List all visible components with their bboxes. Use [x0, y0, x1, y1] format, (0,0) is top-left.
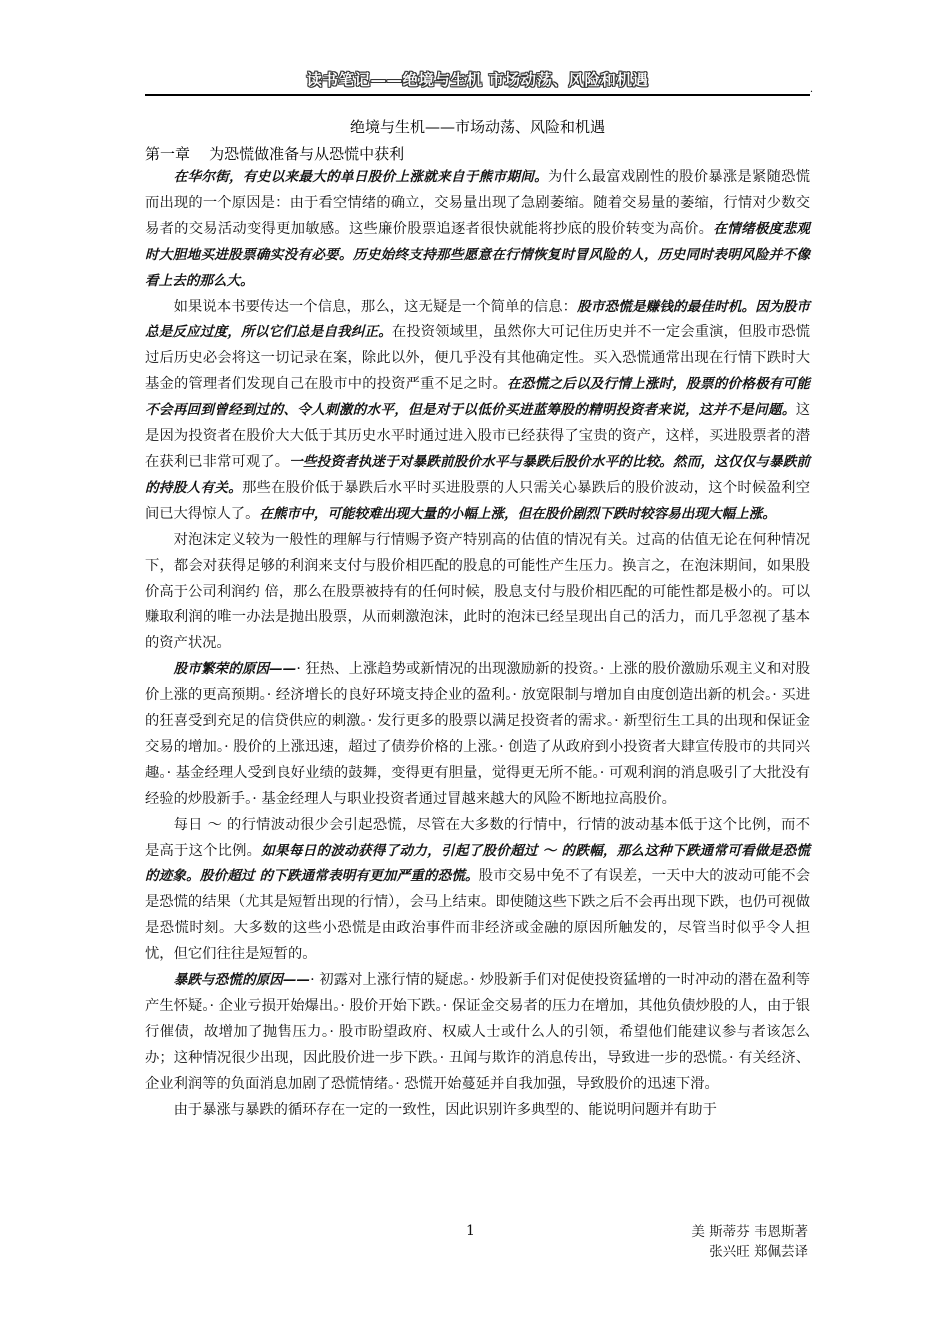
- translator-credit: 张兴旺 郑佩芸译: [709, 1244, 808, 1260]
- emphasized-text: 在情绪极度悲观时大胆地买进股票确实没有必要。历史始终支持那些愿意在行情恢复时冒风险的人，历史同时表明风险并不像看上去的那么大。: [145, 220, 811, 289]
- text-run: 如果说本书要传达一个信息，那么，这无疑是一个简单的信息：: [173, 298, 578, 315]
- emphasized-text: 股市繁荣的原因——: [173, 661, 297, 678]
- chapter-heading: 第一章 为恐慌做准备与从恐慌中获利: [145, 145, 405, 163]
- emphasized-text: 如果每日的波动获得了动力，引起了股价超过 ～ 的跌幅，那么这种下跌通常可看做是恐慌的迹象。股价超过 的下跌通常表明有更加严重的恐慌。: [145, 842, 811, 885]
- emphasized-text: 暴跌与恐慌的原因——: [173, 972, 311, 989]
- emphasized-text: 一些投资者执迷于对暴跌前股价水平与暴跌后股价水平的比较。然而，这仅仅与暴跌前的持股人有关。: [145, 453, 811, 496]
- paragraph: [145, 968, 810, 1098]
- text-run: 在投资领域里，虽然你大可记住历史并不一定会重演，但股市恐慌过后历史必会将这一切记录在案，除此以外，便几乎没有其他确定性。买入恐慌通常出现在行情下跌时大基金的管理者们发现自己在股市中的投资严重不足之时。: [145, 324, 810, 393]
- emphasized-text: 股市恐慌是赚钱的最佳时机。因为股市总是反应过度，所以它们总是自我纠正。: [145, 298, 811, 341]
- text-run: 那些在股价低于暴跌后水平时买进股票的人只需关心暴跌后的股价波动，这个时候盈利空间已大得惊人了。: [145, 479, 811, 522]
- author-credit: 美 斯蒂芬 韦恩斯著: [691, 1224, 808, 1240]
- book-title: 绝境与生机——市场动荡、风险和机遇: [349, 118, 605, 136]
- paragraph: [145, 528, 810, 658]
- running-header: [145, 64, 813, 96]
- text-run: 对泡沫定义较为一般性的理解与行情赐予资产特别高的估值的情况有关。过高的估值无论在何种情况下，都会对获得足够的利润来支付与股价相匹配的股息的可能性产生压力。换言之，在泡沫期间，如果股价高于公司利润约 倍，那么在股票被持有的任何时候，股息支付与股价相匹配的可能性都是极小的。可以赚取利润的唯一办法是抛出股票，从而刺激泡沫，此时的泡沫已经呈现出自己的活力，而几乎忽视了基本的资产状况。: [145, 531, 810, 652]
- running-header-title: 读书笔记——绝境与生机 市场动荡、风险和机遇: [306, 71, 649, 89]
- page-number: 1: [466, 1223, 475, 1239]
- emphasized-text: 在熊市中，可能较难出现大量的小幅上涨，但在股价剧烈下跌时较容易出现大幅上涨。: [259, 505, 776, 522]
- paragraph: [145, 295, 810, 528]
- emphasized-text: 在恐慌之后以及行情上涨时，股票的价格极有可能不会再回到曾经到过的、令人刺激的水平，但是对于以低价买进蓝筹股的精明投资者来说，这并不是问题。: [145, 376, 811, 419]
- text-run: · 初露对上涨行情的疑虑。· 炒股新手们对促使投资猛增的一时冲动的潜在盈利等产生怀疑。· 企业亏损开始爆出。· 股价开始下跌。· 保证金交易者的压力在增加，其他负债炒股的人，由于银行催债，故增加了抛售压力。· 股市盼望政府、权威人士或什么人的引领，希望他们能建议参与者该怎么办；这种情况很少出现，因此股价进一步下跌。· 丑闻与欺诈的消息传出，导致进一步的恐慌。· 有关经济、企业利润等的负面消息加剧了恐慌情绪。· 恐慌开始蔓延并自我加强，导致股价的迅速下滑。: [145, 972, 810, 1092]
- text-run: 股市交易中免不了有误差，一天中大的波动可能不会是恐慌的结果（尤其是短暂出现的行情），会马上结束。即使随这些下跌之后不会再出现下跌，也仍可视做是恐慌时刻。大多数的这些小恐慌是由政治事件而非经济或金融的原因所触发的，尽管当时似乎令人担忧，但它们往往是短暂的。: [145, 868, 811, 963]
- text-run: 每日 ～ 的行情波动很少会引起恐慌，尽管在大多数的行情中，行情的波动基本低于这个比例，而不是高于这个比例。: [145, 816, 810, 859]
- paragraph: [145, 1098, 810, 1124]
- emphasized-text: 在华尔街，有史以来最大的单日股价上涨就来自于熊市期间。: [173, 169, 549, 185]
- paragraph: [145, 165, 810, 295]
- text-run: 为什么最富戏剧性的股价暴涨是紧随恐慌而出现的一个原因是：由于看空情绪的确立，交易量出现了急剧萎缩。随着交易量的萎缩，行情对少数交易者的交易活动变得更加敏感。这些廉价股票追逐者很快就能将抄底的股价转变为高价。: [145, 169, 811, 237]
- text-run: · 狂热、上涨趋势或新情况的出现激励新的投资。· 上涨的股价激励乐观主义和对股价上涨的更高预期。· 经济增长的良好环境支持企业的盈利。· 放宽限制与增加自由度创造出新的机会。· 买进的狂喜受到充足的信贷供应的刺激。· 发行更多的股票以满足投资者的需求。· 新型衍生工具的出现和保证金交易的增加。· 股价的上涨迅速，超过了债券价格的上涨。· 创造了从政府到小投资者大肆宣传股市的共同兴趣。· 基金经理人受到良好业绩的鼓舞，变得更有胆量，觉得更无所不能。· 可观利润的消息吸引了大批没有经验的炒股新手。· 基金经理人与职业投资者通过冒越来越大的风险不断地拉高股价。: [145, 661, 811, 807]
- footer-credits: [691, 1222, 808, 1262]
- paragraph: [145, 657, 810, 812]
- header-end-mark: .: [809, 84, 813, 95]
- body-text: [145, 165, 810, 1124]
- text-run: 这是因为投资者在股价大大低于其历史水平时通过进入股市已经获得了宝贵的资产，这样，买进股票者的潜在获利已非常可观了。: [145, 402, 810, 470]
- text-run: 由于暴涨与暴跌的循环存在一定的一致性，因此识别许多典型的、能说明问题并有助于: [173, 1101, 717, 1118]
- paragraph: [145, 813, 810, 968]
